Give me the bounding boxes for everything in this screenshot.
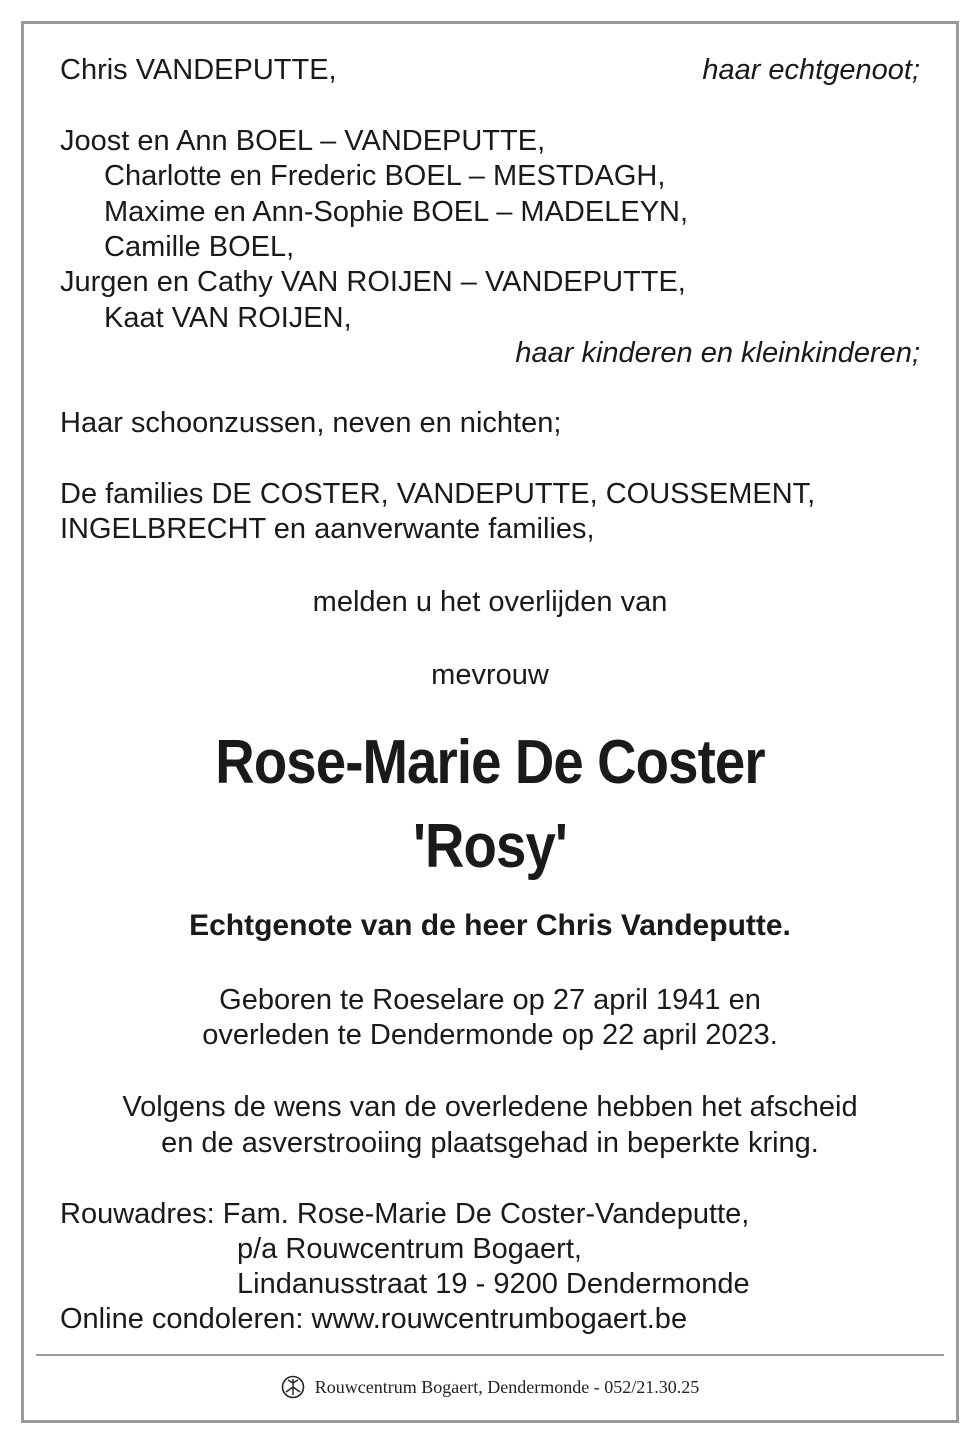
grandchild-line: Charlotte en Frederic BOEL – MESTDAGH, <box>104 160 666 192</box>
grandchild-line: Camille BOEL, <box>104 231 295 263</box>
deceased-name: Rose-Marie De Coster <box>215 728 765 797</box>
death-date-line: overleden te Dendermonde op 22 april 2023. <box>202 1019 778 1051</box>
funeral-home-logo-icon <box>281 1375 305 1399</box>
grandchild-line: Maxime en Ann-Sophie BOEL – MADELEYN, <box>104 196 689 228</box>
spouse-name: Chris VANDEPUTTE, <box>60 54 337 86</box>
footer <box>0 1372 980 1402</box>
children-role: haar kinderen en kleinkinderen; <box>515 337 920 369</box>
spouse-role: haar echtgenoot; <box>702 54 920 86</box>
online-condolence-line: Online condoleren: www.rouwcentrumbogaert.be <box>60 1303 688 1335</box>
families-line: De families DE COSTER, VANDEPUTTE, COUSSEMENT, <box>60 478 816 510</box>
address-line: Rouwadres: Fam. Rose-Marie De Coster-Vandeputte, <box>60 1198 750 1230</box>
footer-divider <box>36 1354 944 1356</box>
child-line: Joost en Ann BOEL – VANDEPUTTE, <box>60 125 546 157</box>
grandchild-line: Kaat VAN ROIJEN, <box>104 302 352 334</box>
relatives-line: Haar schoonzussen, neven en nichten; <box>60 407 562 439</box>
announcement: melden u het overlijden van <box>312 586 668 618</box>
footer-text: Rouwcentrum Bogaert, Dendermonde - 052/21.30.25 <box>314 1376 700 1397</box>
deceased-relation: Echtgenote van de heer Chris Vandeputte. <box>189 909 791 942</box>
farewell-line: en de asverstrooiing plaatsgehad in beperkte kring. <box>161 1127 819 1159</box>
deceased-nickname: 'Rosy' <box>412 812 568 881</box>
child-line: Jurgen en Cathy VAN ROIJEN – VANDEPUTTE, <box>60 266 686 298</box>
salutation: mevrouw <box>431 659 549 691</box>
address-line: p/a Rouwcentrum Bogaert, <box>237 1233 582 1265</box>
farewell-line: Volgens de wens van de overledene hebben het afscheid <box>122 1091 858 1123</box>
birth-date-line: Geboren te Roeselare op 27 april 1941 en <box>219 984 761 1016</box>
families-line: INGELBRECHT en aanverwante families, <box>60 513 595 545</box>
address-line: Lindanusstraat 19 - 9200 Dendermonde <box>237 1268 750 1300</box>
